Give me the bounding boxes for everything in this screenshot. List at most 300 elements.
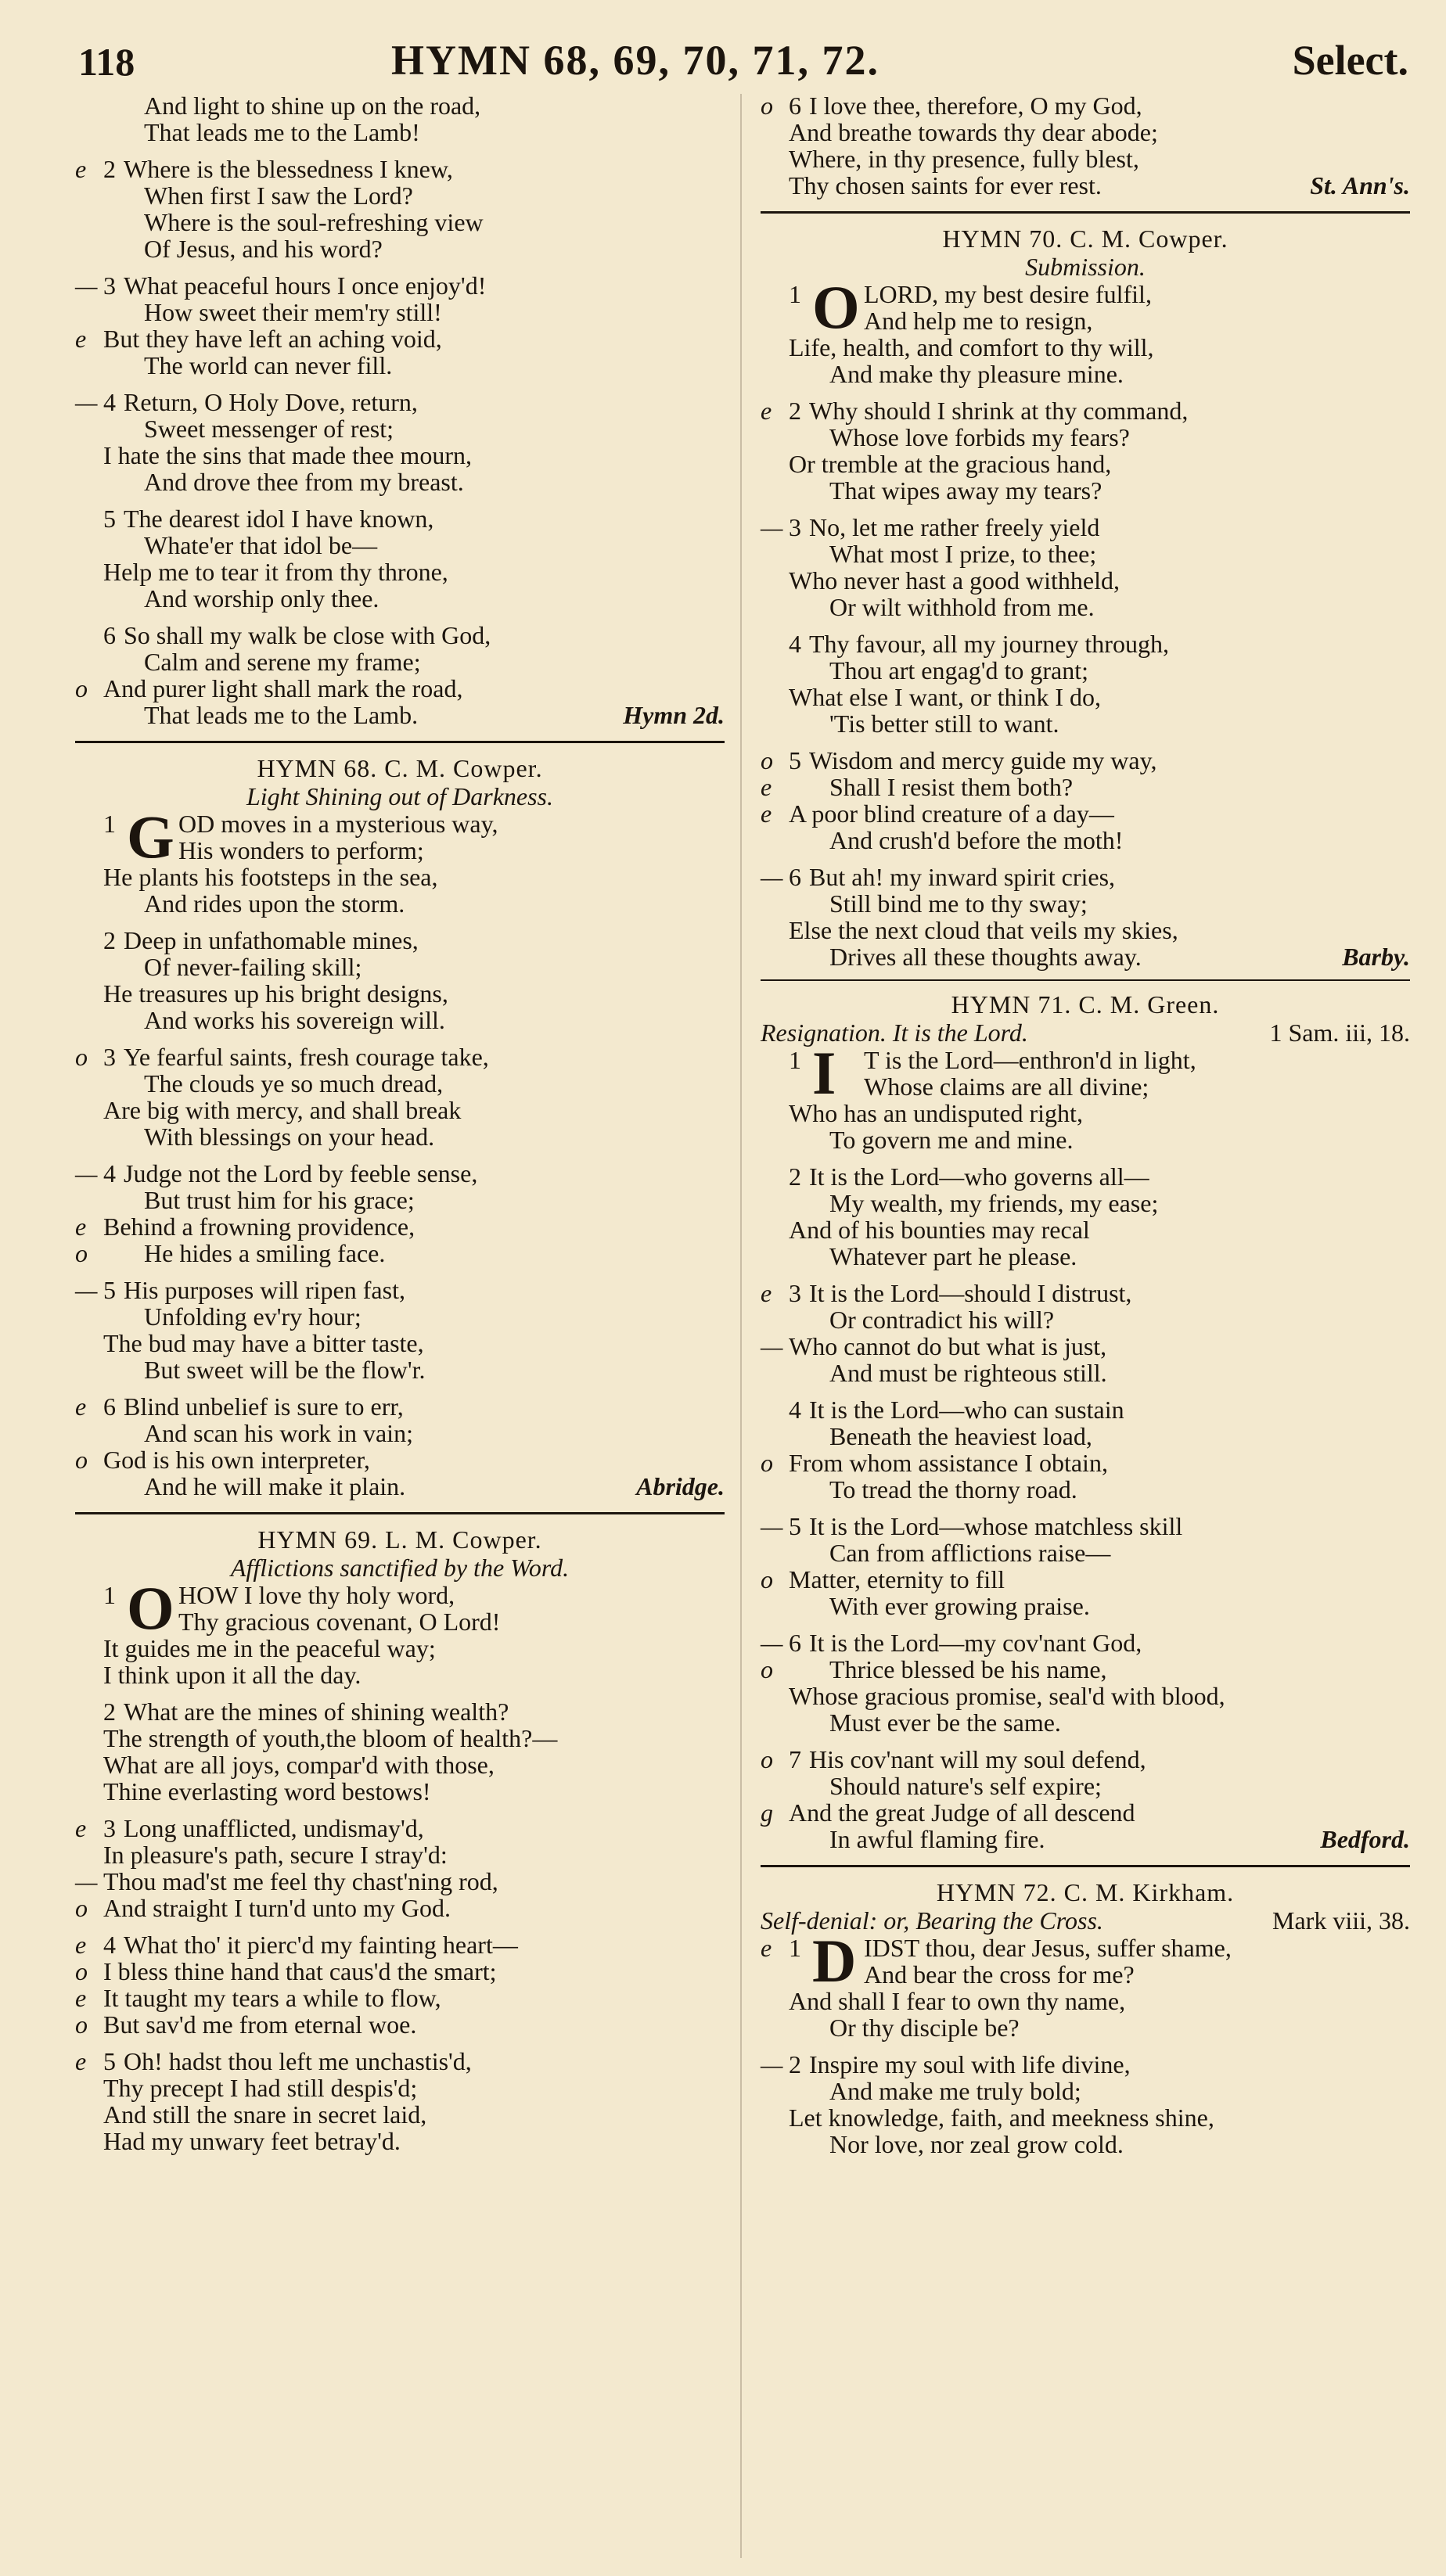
verse-line	[761, 146, 1410, 172]
verse-line	[761, 1450, 1410, 1476]
verse-line	[761, 1513, 1410, 1539]
verse-text: Whatever part he please.	[829, 1242, 1077, 1270]
verse-text: What else I want, or think I do,	[789, 683, 1101, 711]
verse-text: It is the Lord—should I distrust,	[809, 1279, 1132, 1307]
hymn-separator	[761, 979, 1410, 981]
verse-line	[75, 1985, 725, 2011]
verse-text: And bear the cross for me?	[864, 1960, 1135, 1989]
drop-cap: D	[812, 1927, 857, 1995]
verse-text: A poor blind creature of a day—	[789, 799, 1114, 828]
verse-text: And make me truly bold;	[829, 2077, 1081, 2105]
verse-text: Should nature's self expire;	[829, 1772, 1102, 1800]
verse-text: He plants his footsteps in the sea,	[103, 863, 438, 891]
running-head-right: Select.	[1292, 37, 1408, 84]
verse-line	[75, 156, 725, 182]
verse-line	[75, 1725, 725, 1751]
right-column	[761, 92, 1410, 2157]
column-divider	[740, 94, 742, 2558]
verse-line	[761, 1396, 1410, 1423]
verse-text: Had my unwary feet betray'd.	[103, 2127, 401, 2155]
verse-text: He hides a smiling face.	[144, 1239, 386, 1267]
verse-text: Long unafflicted, undismay'd,	[124, 1814, 424, 1842]
verse-text: Thou art engag'd to grant;	[829, 656, 1088, 684]
hymn-69-text	[75, 1574, 725, 2155]
verse-line	[761, 1423, 1410, 1450]
verse-line	[75, 1303, 725, 1330]
verse-number: 4	[789, 630, 801, 658]
running-title: HYMN 68, 69, 70, 71, 72.	[391, 37, 879, 84]
verse-text: Matter, eternity to fill	[789, 1565, 1005, 1593]
verse-line	[75, 1277, 725, 1303]
verse-text: And drove thee from my breast.	[144, 468, 464, 496]
hymn-69-heading: HYMN 69. L. M. Cowper.	[257, 1525, 542, 1554]
verse-line	[75, 927, 725, 954]
verse-line	[75, 209, 725, 235]
verse-text: His purposes will ripen fast,	[124, 1276, 405, 1304]
verse-text: Thrice blessed be his name,	[829, 1655, 1107, 1683]
verse-text: Who cannot do but what is just,	[789, 1332, 1107, 1360]
hymn-71-subtitle: Resignation. It is the Lord.	[761, 1019, 1028, 1047]
verse-text: But sweet will be the flow'r.	[144, 1356, 426, 1384]
verse-number: 3	[103, 1043, 116, 1071]
verse-text: LORD, my best desire fulfil,	[864, 280, 1152, 308]
verse-text: Are big with mercy, and shall break	[103, 1096, 462, 1124]
verse-text: Else the next cloud that veils my skies,	[789, 916, 1178, 944]
verse-text: Ye fearful saints, fresh courage take,	[124, 1043, 489, 1071]
verse-line	[75, 890, 725, 917]
hymn-71-subtitle-line	[761, 1019, 1410, 1047]
verse-line	[75, 325, 725, 352]
verse-line	[761, 1773, 1410, 1799]
verse-line	[761, 1360, 1410, 1386]
verse-text: Behind a frowning providence,	[103, 1213, 415, 1241]
dynamic-mark: o	[75, 1957, 88, 1985]
verse-line	[761, 361, 1410, 387]
verse-number: 5	[789, 746, 801, 774]
tune-name: Hymn 2d.	[623, 701, 725, 729]
verse-line	[75, 1868, 725, 1895]
verse-number: 2	[789, 1162, 801, 1191]
drop-cap: O	[127, 1574, 174, 1642]
hymn-72-text	[761, 1927, 1410, 2158]
verse-text: My wealth, my friends, my ease;	[829, 1189, 1159, 1217]
verse-text: Whate'er that idol be—	[144, 531, 378, 559]
verse-text: With ever growing praise.	[829, 1592, 1090, 1620]
verse-number: 2	[103, 926, 116, 954]
dynamic-mark: o	[75, 674, 88, 702]
verse-text: It is the Lord—who can sustain	[809, 1396, 1124, 1424]
verse-line	[761, 1100, 1410, 1126]
verse-number: 6	[789, 1629, 801, 1657]
verse-text: Nor love, nor zeal grow cold.	[829, 2130, 1124, 2158]
verse-line	[761, 747, 1410, 774]
verse-line	[761, 1190, 1410, 1216]
dynamic-mark: e	[75, 2047, 87, 2075]
verse-line	[75, 2075, 725, 2101]
verse-text: Sweet messenger of rest;	[144, 415, 394, 443]
dynamic-mark: e	[761, 1934, 772, 1962]
drop-cap: I	[812, 1039, 836, 1107]
verse-text: It is the Lord—who governs all—	[809, 1162, 1149, 1191]
verse-text: Of never-failing skill;	[144, 953, 362, 981]
verse-text: Wisdom and mercy guide my way,	[809, 746, 1157, 774]
hymn-68-heading: HYMN 68. C. M. Cowper.	[257, 754, 543, 782]
verse-text: He treasures up his bright designs,	[103, 979, 448, 1008]
verse-number: 6	[789, 863, 801, 891]
verse-text: T is the Lord—enthron'd in light,	[864, 1046, 1196, 1074]
verse-number: 5	[103, 1276, 116, 1304]
verse-text: Whose claims are all divine;	[864, 1072, 1149, 1101]
verse-line	[761, 2014, 1410, 2041]
verse-line	[761, 1826, 1410, 1852]
hymn-separator	[75, 741, 725, 743]
verse-line	[75, 352, 725, 379]
dynamic-mark: —	[761, 2050, 783, 2078]
verse-line	[75, 1097, 725, 1123]
drop-cap: G	[127, 803, 174, 871]
verse-text: The clouds ye so much dread,	[144, 1069, 444, 1098]
verse-line	[761, 1709, 1410, 1736]
verse-number: 3	[103, 1814, 116, 1842]
verse-text: No, let me rather freely yield	[809, 513, 1100, 541]
verse-line	[75, 272, 725, 299]
tune-name: St. Ann's.	[1310, 171, 1410, 199]
verse-text: Thy favour, all my journey through,	[809, 630, 1169, 658]
verse-line	[75, 1240, 725, 1266]
dynamic-mark: —	[75, 1867, 98, 1895]
verse-text: OD moves in a mysterious way,	[178, 810, 498, 838]
dynamic-mark: e	[75, 325, 87, 353]
verse-line	[75, 1160, 725, 1187]
verse-text: And he will make it plain.	[144, 1472, 406, 1500]
dynamic-mark: —	[761, 1332, 783, 1360]
verse-line	[75, 1044, 725, 1070]
dynamic-mark: —	[75, 1276, 98, 1304]
verse-line	[75, 837, 725, 864]
verse-text: Life, health, and comfort to thy will,	[789, 333, 1154, 361]
tune-name: Bedford.	[1320, 1825, 1410, 1853]
verse-number: 1	[789, 1046, 801, 1074]
verse-line	[75, 1608, 725, 1635]
verse-line	[761, 2078, 1410, 2104]
dynamic-mark: —	[75, 388, 98, 416]
verse-number: 3	[789, 513, 801, 541]
dynamic-mark: e	[75, 1931, 87, 1959]
verse-text: Deep in unfathomable mines,	[124, 926, 419, 954]
verse-line	[761, 1799, 1410, 1826]
dynamic-mark: —	[75, 271, 98, 300]
verse-number: 5	[103, 505, 116, 533]
verse-text: Return, O Holy Dove, return,	[124, 388, 418, 416]
verse-line	[761, 1306, 1410, 1333]
hymn-separator	[761, 211, 1410, 214]
verse-text: What tho' it pierc'd my fainting heart—	[124, 1931, 518, 1959]
verse-text: Blind unbelief is sure to err,	[124, 1392, 404, 1421]
verse-text: Or tremble at the gracious hand,	[789, 450, 1112, 478]
verse-line	[75, 675, 725, 702]
verse-line	[761, 1629, 1410, 1656]
verse-text: And crush'd before the moth!	[829, 826, 1124, 854]
verse-line	[761, 307, 1410, 334]
verse-text: Or contradict his will?	[829, 1306, 1055, 1334]
dynamic-mark: e	[75, 1814, 87, 1842]
verse-line	[75, 622, 725, 648]
verse-text: That leads me to the Lamb!	[144, 118, 420, 146]
verse-line	[75, 1213, 725, 1240]
verse-text: Where is the blessedness I knew,	[124, 155, 453, 183]
verse-line	[75, 1330, 725, 1356]
verse-text: And straight I turn'd unto my God.	[103, 1894, 451, 1922]
verse-line	[761, 119, 1410, 146]
verse-text: Or thy disciple be?	[829, 2014, 1020, 2042]
hymn-68-subtitle: Light Shining out of Darkness.	[246, 782, 553, 810]
verse-line	[761, 424, 1410, 451]
verse-line	[75, 1698, 725, 1725]
verse-text: Shall I resist them both?	[829, 773, 1074, 801]
verse-line	[761, 774, 1410, 800]
dynamic-mark: e	[75, 1984, 87, 2012]
hymn-72-heading: HYMN 72. C. M. Kirkham.	[936, 1878, 1235, 1906]
verse-text: Oh! hadst thou left me unchastis'd,	[124, 2047, 472, 2075]
verse-line	[761, 1243, 1410, 1270]
verse-line	[761, 1683, 1410, 1709]
drop-cap: O	[812, 273, 860, 341]
verse-text: In awful flaming fire.	[829, 1825, 1045, 1853]
verse-line	[75, 389, 725, 415]
dynamic-mark: e	[75, 1392, 87, 1421]
verse-number: 4	[789, 1396, 801, 1424]
verse-text: I think upon it all the day.	[103, 1661, 362, 1689]
verse-number: 4	[103, 1931, 116, 1959]
verse-text: And still the snare in secret laid,	[103, 2100, 427, 2129]
verse-line	[761, 1539, 1410, 1566]
verse-text: But trust him for his grace;	[144, 1186, 415, 1214]
dynamic-mark: e	[761, 773, 772, 801]
verse-line	[761, 890, 1410, 917]
dynamic-mark: o	[761, 746, 773, 774]
verse-line	[75, 442, 725, 469]
dynamic-mark: o	[75, 1894, 88, 1922]
verse-line	[75, 1356, 725, 1383]
verse-text: Can from afflictions raise—	[829, 1539, 1111, 1567]
dynamic-mark: e	[761, 799, 772, 828]
verse-line	[761, 864, 1410, 890]
verse-text: Still bind me to thy sway;	[829, 889, 1088, 918]
hymn-69-subtitle: Afflictions sanctified by the Word.	[230, 1554, 570, 1582]
dynamic-mark: o	[761, 1655, 773, 1683]
verse-line	[761, 2131, 1410, 2157]
hymn-72-reference: Mark viii, 38.	[1272, 1906, 1410, 1935]
verse-line	[75, 235, 725, 262]
verse-text: Where, in thy presence, fully blest,	[789, 145, 1139, 173]
verse-line	[761, 1988, 1410, 2014]
verse-line	[75, 1187, 725, 1213]
verse-text: His cov'nant will my soul defend,	[809, 1745, 1146, 1773]
verse-line	[75, 1662, 725, 1688]
verse-line	[761, 800, 1410, 827]
verse-line	[75, 585, 725, 612]
dynamic-mark: o	[761, 1745, 773, 1773]
verse-text: But they have left an aching void,	[103, 325, 442, 353]
verse-line	[75, 1895, 725, 1921]
verse-text: Whose gracious promise, seal'd with blood,	[789, 1682, 1225, 1710]
dynamic-mark: o	[761, 1449, 773, 1477]
verse-line	[761, 514, 1410, 541]
verse-text: I bless thine hand that caus'd the smart;	[103, 1957, 497, 1985]
verse-line	[75, 1751, 725, 1778]
verse-line	[75, 1931, 725, 1958]
hymn-71-heading: HYMN 71. C. M. Green.	[951, 990, 1220, 1019]
verse-text: 'Tis better still to want.	[829, 710, 1059, 738]
verse-text: And scan his work in vain;	[144, 1419, 413, 1447]
left-column	[75, 92, 725, 2154]
verse-line	[761, 657, 1410, 684]
hymn-70-heading: HYMN 70. C. M. Cowper.	[942, 225, 1228, 253]
verse-line	[761, 451, 1410, 477]
verse-line	[761, 943, 1410, 970]
verse-text: Thy precept I had still despis'd;	[103, 2074, 418, 2102]
verse-line	[75, 469, 725, 495]
verse-text: How sweet their mem'ry still!	[144, 298, 442, 326]
verse-line	[761, 2051, 1410, 2078]
dynamic-mark: o	[75, 2010, 88, 2039]
verse-text: Whose love forbids my fears?	[829, 423, 1130, 451]
hymn-72-subtitle-line	[761, 1906, 1410, 1935]
verse-text: Must ever be the same.	[829, 1708, 1061, 1737]
verse-text: To tread the thorny road.	[829, 1475, 1077, 1504]
verse-text: Calm and serene my frame;	[144, 648, 421, 676]
verse-line	[75, 505, 725, 532]
verse-line	[761, 1656, 1410, 1683]
verse-text: Thou mad'st me feel thy chast'ning rod,	[103, 1867, 498, 1895]
verse-line	[761, 1216, 1410, 1243]
verse-text: The bud may have a bitter taste,	[103, 1329, 424, 1357]
verse-text: And worship only thee.	[144, 584, 379, 613]
verse-line	[761, 1163, 1410, 1190]
dynamic-mark: —	[75, 1159, 98, 1187]
verse-text: But sav'd me from eternal woe.	[103, 2010, 417, 2039]
verse-number: 1	[789, 1934, 801, 1962]
verse-text: From whom assistance I obtain,	[789, 1449, 1108, 1477]
verse-line	[761, 710, 1410, 737]
hymn-71-text	[761, 1039, 1410, 1853]
verse-text: The strength of youth,the bloom of health?—	[103, 1724, 558, 1752]
verse-line	[75, 119, 725, 146]
verse-text: I love thee, therefore, O my God,	[809, 92, 1142, 120]
hymn-separator	[75, 1512, 725, 1514]
verse-text: What are all joys, compar'd with those,	[103, 1751, 495, 1779]
verse-line	[75, 532, 725, 559]
verse-line	[761, 684, 1410, 710]
verse-text: And the great Judge of all descend	[789, 1798, 1135, 1827]
verse-text: It taught my tears a while to flow,	[103, 1984, 441, 2012]
verse-line	[761, 2104, 1410, 2131]
dynamic-mark: o	[75, 1043, 88, 1071]
dynamic-mark: o	[761, 1565, 773, 1593]
verse-line	[75, 1420, 725, 1446]
hymn-separator	[761, 1865, 1410, 1867]
verse-text: Thy chosen saints for ever rest.	[789, 171, 1102, 199]
verse-line	[75, 1958, 725, 1985]
verse-text: To govern me and mine.	[829, 1126, 1074, 1154]
verse-text: It is the Lord—my cov'nant God,	[809, 1629, 1142, 1657]
verse-line	[761, 917, 1410, 943]
verse-line	[75, 1473, 725, 1500]
verse-text: And light to shine up on the road,	[144, 92, 481, 120]
verse-text: But ah! my inward spirit cries,	[809, 863, 1116, 891]
verse-line	[761, 1073, 1410, 1100]
verse-line	[75, 1007, 725, 1033]
verse-text: And make thy pleasure mine.	[829, 360, 1124, 388]
verse-text: I hate the sins that made thee mourn,	[103, 441, 472, 469]
verse-number: 6	[103, 621, 116, 649]
verse-line	[761, 397, 1410, 424]
verse-text: And help me to resign,	[864, 307, 1093, 335]
verse-number: 3	[103, 271, 116, 300]
verse-line	[761, 631, 1410, 657]
hymn-69-continuation	[761, 92, 1410, 199]
verse-text: Drives all these thoughts away.	[829, 943, 1142, 971]
dynamic-mark: o	[75, 1446, 88, 1474]
verse-number: 1	[789, 280, 801, 308]
verse-text: That leads me to the Lamb.	[144, 701, 419, 729]
dynamic-mark: e	[761, 397, 772, 425]
verse-text: Inspire my soul with life divine,	[809, 2050, 1131, 2078]
verse-number: 1	[103, 810, 116, 838]
verse-number: 4	[103, 1159, 116, 1187]
verse-text: The world can never fill.	[144, 351, 393, 379]
verse-text: It is the Lord—whose matchless skill	[809, 1512, 1183, 1540]
verse-line	[761, 541, 1410, 567]
verse-text: What peaceful hours I once enjoy'd!	[124, 271, 487, 300]
verse-line	[75, 1778, 725, 1805]
dynamic-mark: e	[761, 1279, 772, 1307]
verse-number: 2	[789, 2050, 801, 2078]
verse-line	[75, 559, 725, 585]
verse-text: IDST thou, dear Jesus, suffer shame,	[864, 1934, 1232, 1962]
verse-text: What are the mines of shining wealth?	[124, 1698, 509, 1726]
verse-number: 6	[789, 92, 801, 120]
verse-line	[75, 1393, 725, 1420]
verse-line	[75, 2101, 725, 2128]
verse-line	[75, 2048, 725, 2075]
verse-line	[761, 477, 1410, 504]
dynamic-mark: e	[75, 155, 87, 183]
verse-line	[75, 182, 725, 209]
verse-line	[75, 2128, 725, 2154]
verse-number: 2	[789, 397, 801, 425]
verse-line	[75, 1635, 725, 1662]
verse-text: Unfolding ev'ry hour;	[144, 1302, 362, 1331]
verse-text: And breathe towards thy dear abode;	[789, 118, 1158, 146]
verse-text: In pleasure's path, secure I stray'd:	[103, 1841, 448, 1869]
dynamic-mark: —	[761, 1512, 783, 1540]
hymn-continuation	[75, 92, 725, 728]
verse-text: Or wilt withhold from me.	[829, 593, 1095, 621]
hymn-71-reference: 1 Sam. iii, 18.	[1269, 1019, 1410, 1047]
verse-text: That wipes away my tears?	[829, 476, 1102, 505]
verse-text: So shall my walk be close with God,	[124, 621, 491, 649]
hymn-70-text	[761, 273, 1410, 971]
page-header	[78, 30, 1408, 92]
dynamic-mark: g	[761, 1798, 773, 1827]
verse-text: And purer light shall mark the road,	[103, 674, 463, 702]
verse-line	[761, 334, 1410, 361]
dynamic-mark: o	[761, 92, 773, 120]
verse-text: Who has an undisputed right,	[789, 1099, 1083, 1127]
verse-line	[761, 1746, 1410, 1773]
verse-text: Let knowledge, faith, and meekness shine,	[789, 2104, 1214, 2132]
